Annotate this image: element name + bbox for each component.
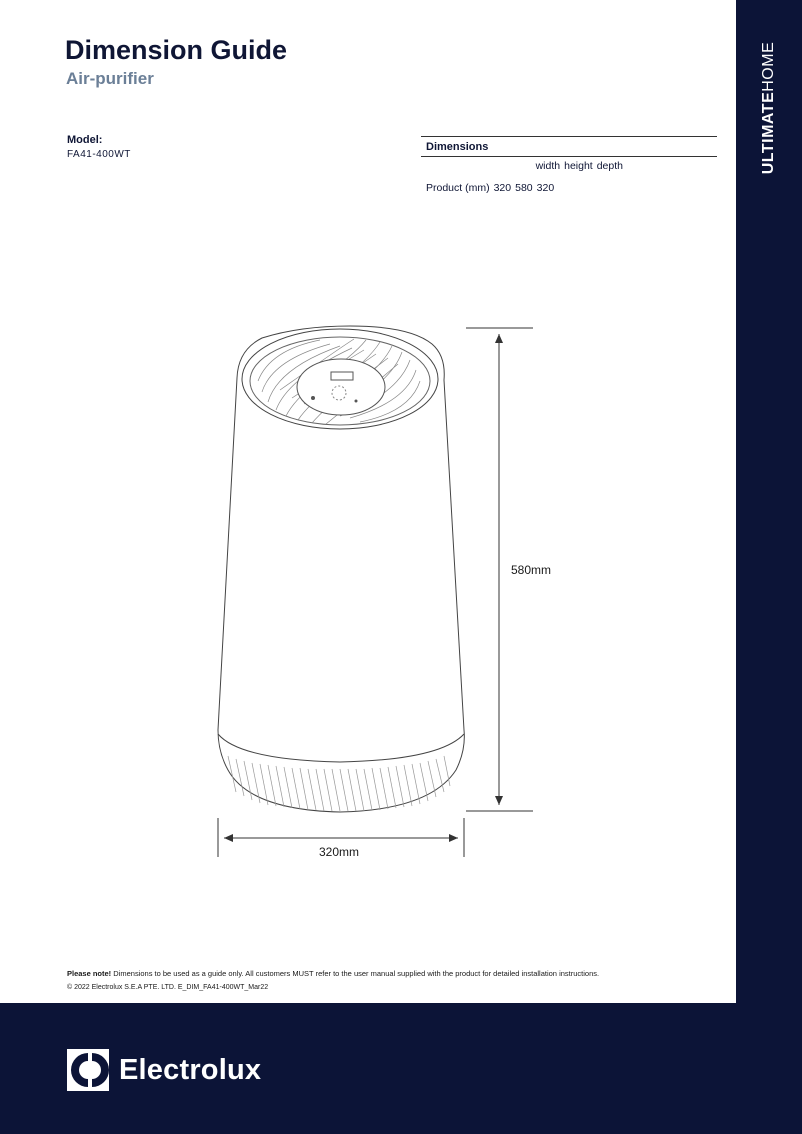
electrolux-logo-icon	[67, 1049, 109, 1091]
row-label: Product (mm)	[426, 182, 490, 194]
model-label: Model:	[67, 134, 103, 146]
dimensions-heading: Dimensions	[426, 141, 489, 153]
note-prefix: Please note!	[67, 969, 112, 978]
cell-depth: 320	[536, 182, 555, 194]
width-arrow-right	[449, 834, 458, 842]
width-dimension-label: 320mm	[319, 845, 360, 859]
purifier-base-rim	[218, 734, 464, 762]
model-value: FA41-400WT	[67, 149, 131, 160]
height-arrow-top	[495, 334, 503, 343]
page-subtitle: Air-purifier	[66, 69, 154, 88]
disclaimer-note	[67, 969, 599, 978]
note-text: Dimensions to be used as a guide only. All customers MUST refer to the user manual supplied with the product for detailed installation instructions.	[111, 969, 600, 978]
control-panel	[297, 359, 385, 415]
side-band-label-bold: ULTIMATE	[760, 91, 777, 175]
brand-logo	[67, 1049, 261, 1091]
brand-name: Electrolux	[119, 1053, 262, 1086]
height-dimension-label: 580mm	[511, 563, 552, 577]
column-height: height	[564, 160, 593, 172]
side-band-label-light: HOME	[760, 41, 777, 92]
cell-width: 320	[493, 182, 512, 194]
base-grille	[228, 756, 450, 811]
cell-height: 580	[515, 182, 533, 194]
page-title: Dimension Guide	[65, 35, 288, 65]
width-arrow-left	[224, 834, 233, 842]
copyright-line: © 2022 Electrolux S.E.A PTE. LTD. E_DIM_FA41-400WT_Mar22	[67, 984, 269, 991]
column-depth: depth	[596, 160, 623, 172]
footer-band	[0, 1003, 802, 1134]
column-width: width	[535, 160, 561, 172]
height-arrow-bottom	[495, 796, 503, 805]
